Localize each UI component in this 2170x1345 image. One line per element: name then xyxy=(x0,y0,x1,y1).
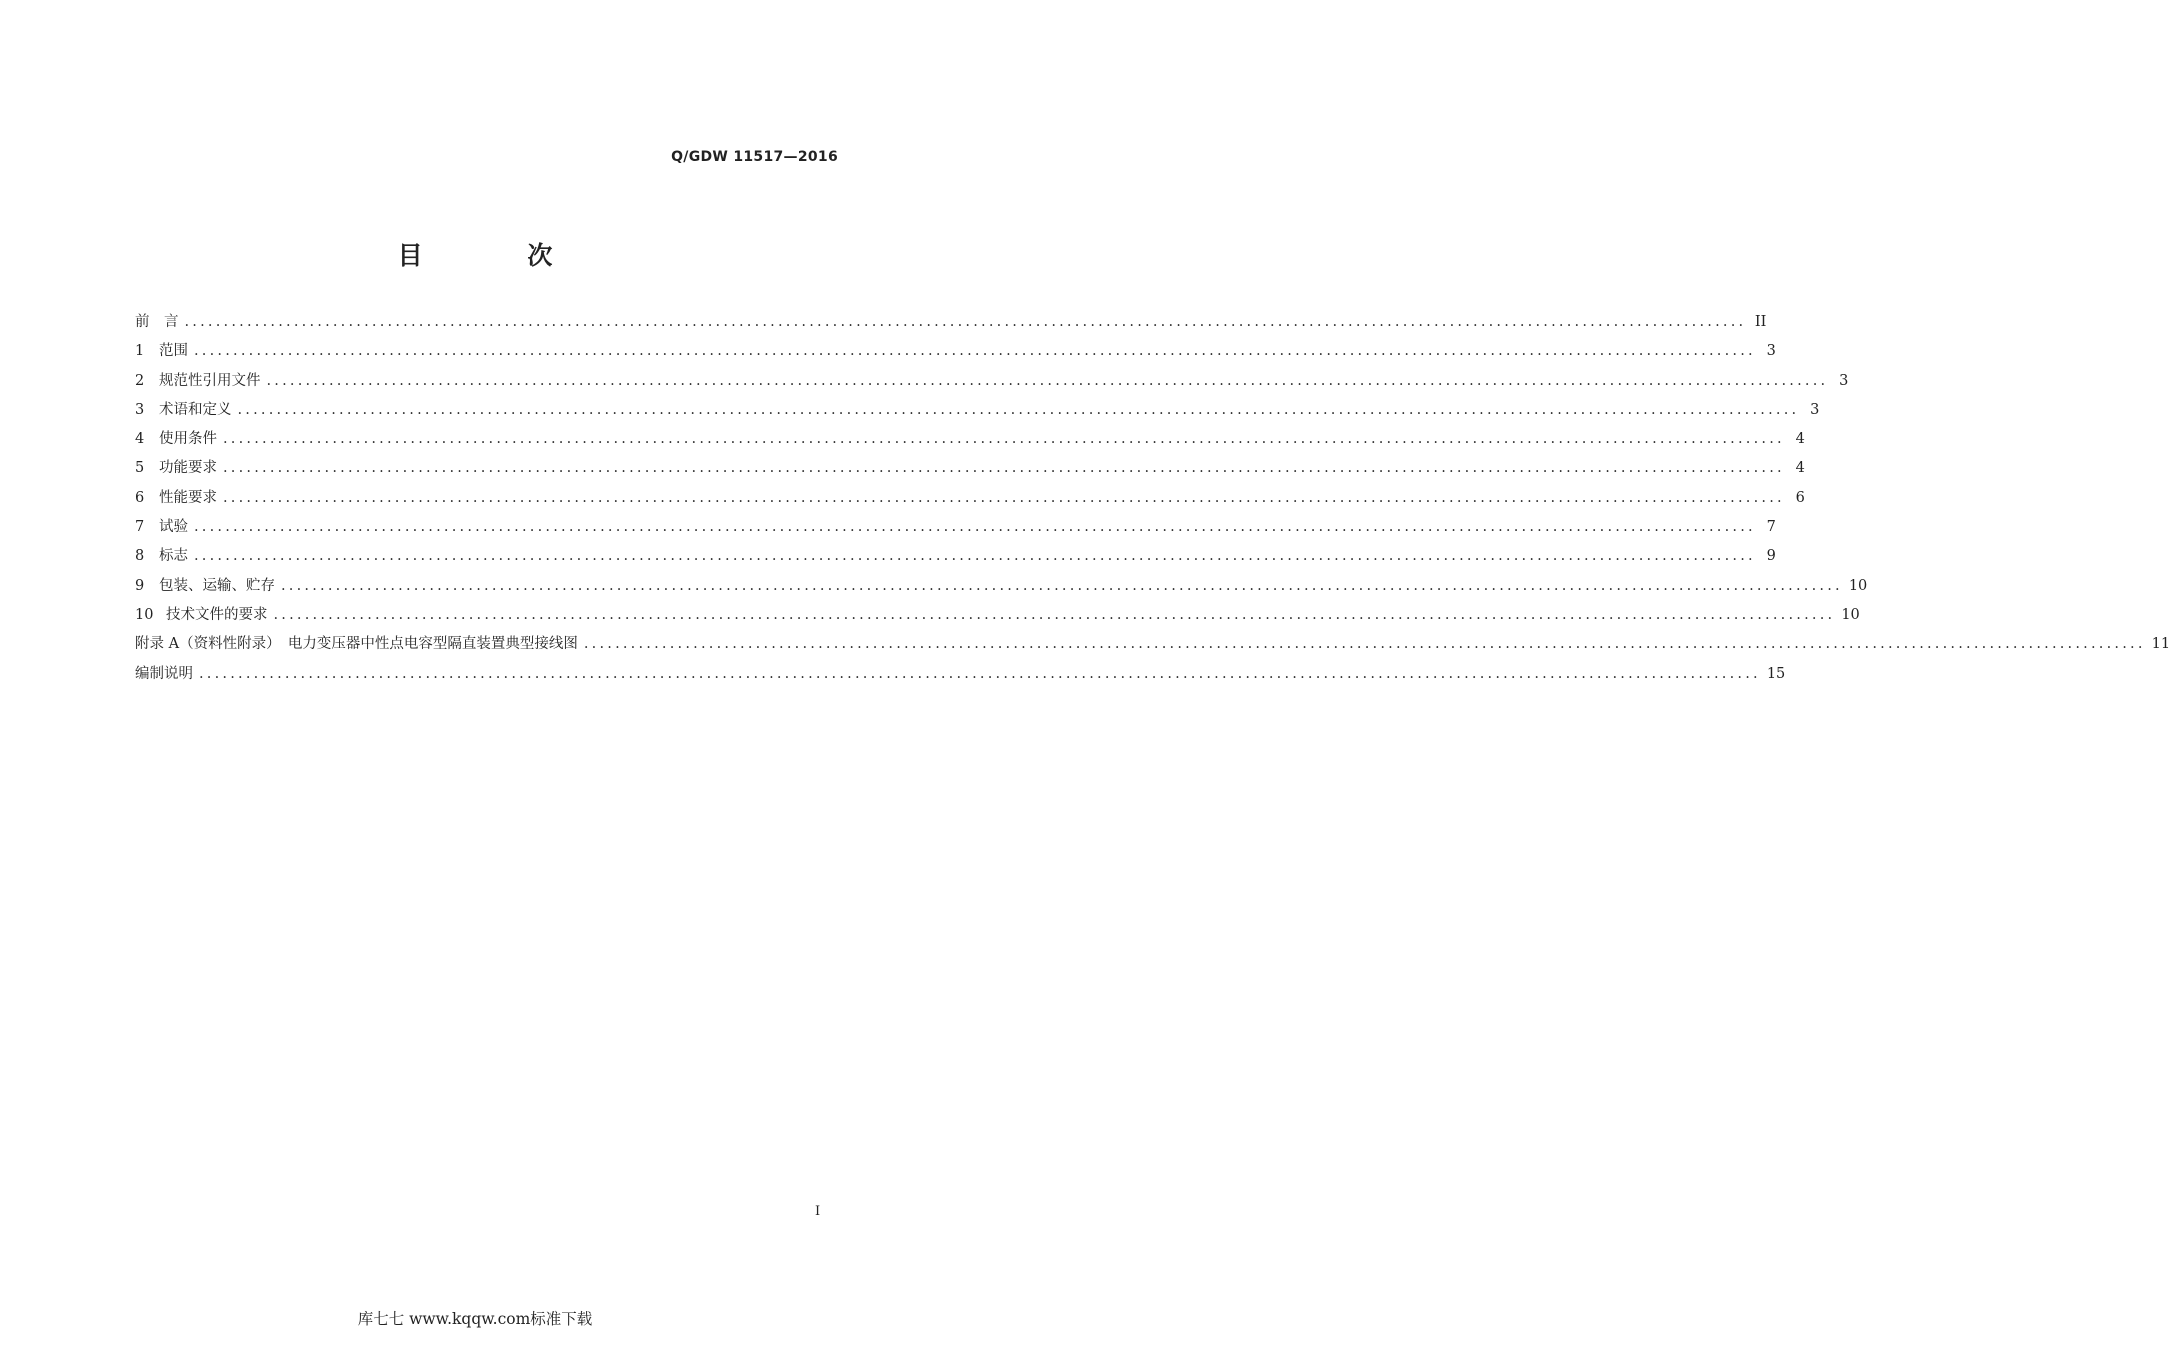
toc-entry-9[interactable] xyxy=(135,575,1868,604)
toc-entry-label: 编制说明 xyxy=(135,665,193,682)
toc-leader-dots: ........................................................................................................................................................................................................ xyxy=(184,314,1747,330)
footer-watermark: 库七七 www.kqqw.com标准下载 xyxy=(357,1310,593,1328)
toc-leader-dots: ........................................................................................................................................................................................................ xyxy=(237,401,1800,418)
toc-leader-dots: ........................................................................................................................................................................................................ xyxy=(223,460,1785,477)
toc-entry-number: 9 xyxy=(135,577,145,594)
toc-entry-1[interactable] xyxy=(135,340,1776,369)
toc-entry-number: 6 xyxy=(135,489,145,506)
toc-entry-2[interactable] xyxy=(135,370,1849,399)
toc-entry-label: 技术文件的要求 xyxy=(166,606,268,623)
toc-entry-number: 4 xyxy=(135,431,145,448)
toc-entry-page: II xyxy=(1754,314,1767,330)
toc-entry-page: 4 xyxy=(1795,460,1805,477)
toc-entry-label: 标志 xyxy=(159,548,188,565)
toc-entry-page: 4 xyxy=(1795,431,1805,448)
toc-entry-page: 3 xyxy=(1810,401,1820,418)
toc-entry-label: 术语和定义 xyxy=(159,401,232,418)
page-number: I xyxy=(815,1204,821,1219)
toc-entry-page: 9 xyxy=(1766,548,1776,565)
toc-entry-5[interactable] xyxy=(135,457,1805,486)
toc-leader-dots: ........................................................................................................................................................................................................ xyxy=(273,606,1836,623)
toc-entry-number: 3 xyxy=(135,401,145,418)
toc-entry-10[interactable] xyxy=(135,604,1860,633)
toc-entry-compilation-notes[interactable] xyxy=(135,663,1786,692)
toc-entry-page: 10 xyxy=(1841,606,1860,623)
toc-entry-label: 包装、运输、贮存 xyxy=(159,577,275,594)
toc-entry-label: 功能要求 xyxy=(159,460,217,477)
table-of-contents xyxy=(135,311,2170,692)
toc-entry-6[interactable] xyxy=(135,487,1805,516)
toc-entry-page: 11 xyxy=(2151,636,2170,653)
toc-entry-label: 规范性引用文件 xyxy=(159,372,261,389)
toc-leader-dots: ........................................................................................................................................................................................................ xyxy=(281,577,1843,594)
toc-entry-label: 附录 A（资料性附录） 电力变压器中性点电容型隔直装置典型接线图 xyxy=(135,636,578,653)
toc-leader-dots: ........................................................................................................................................................................................................ xyxy=(266,372,1829,389)
toc-entry-number: 5 xyxy=(135,460,145,477)
toc-entry-number: 2 xyxy=(135,372,145,389)
toc-entry-page: 7 xyxy=(1766,519,1776,536)
toc-entry-label: 前 言 xyxy=(135,314,179,330)
toc-entry-number: 8 xyxy=(135,548,145,565)
toc-entry-4[interactable] xyxy=(135,428,1805,457)
toc-entry-page: 3 xyxy=(1766,343,1776,360)
standard-code: Q/GDW 11517—2016 xyxy=(671,149,838,165)
toc-leader-dots: ........................................................................................................................................................................................................ xyxy=(199,665,1761,682)
toc-leader-dots: ........................................................................................................................................................................................................ xyxy=(194,548,1756,565)
toc-entry-appendix-a[interactable] xyxy=(135,633,2170,662)
toc-entry-page: 6 xyxy=(1795,489,1805,506)
toc-leader-dots: ........................................................................................................................................................................................................ xyxy=(223,431,1785,448)
toc-entry-page: 15 xyxy=(1766,665,1786,682)
toc-entry-number: 7 xyxy=(135,519,145,536)
toc-entry-label: 范围 xyxy=(159,343,188,360)
toc-leader-dots: ........................................................................................................................................................................................................ xyxy=(223,489,1785,506)
toc-entry-7[interactable] xyxy=(135,516,1776,545)
toc-entry-number: 1 xyxy=(135,343,145,360)
toc-entry-number: 10 xyxy=(135,606,154,623)
toc-leader-dots: ........................................................................................................................................................................................................ xyxy=(194,343,1756,360)
toc-entry-label: 使用条件 xyxy=(159,431,217,448)
page-title: 目 次 xyxy=(397,241,601,270)
toc-entry-label: 性能要求 xyxy=(159,489,217,506)
toc-entry-label: 试验 xyxy=(159,519,188,536)
toc-entry-page: 3 xyxy=(1839,372,1849,389)
toc-leader-dots: ........................................................................................................................................................................................................ xyxy=(583,636,2146,653)
toc-entry-page: 10 xyxy=(1848,577,1868,594)
toc-entry-8[interactable] xyxy=(135,545,1776,574)
toc-leader-dots: ........................................................................................................................................................................................................ xyxy=(194,519,1756,536)
toc-entry-3[interactable] xyxy=(135,399,1820,428)
toc-entry-foreword[interactable] xyxy=(135,311,1767,340)
